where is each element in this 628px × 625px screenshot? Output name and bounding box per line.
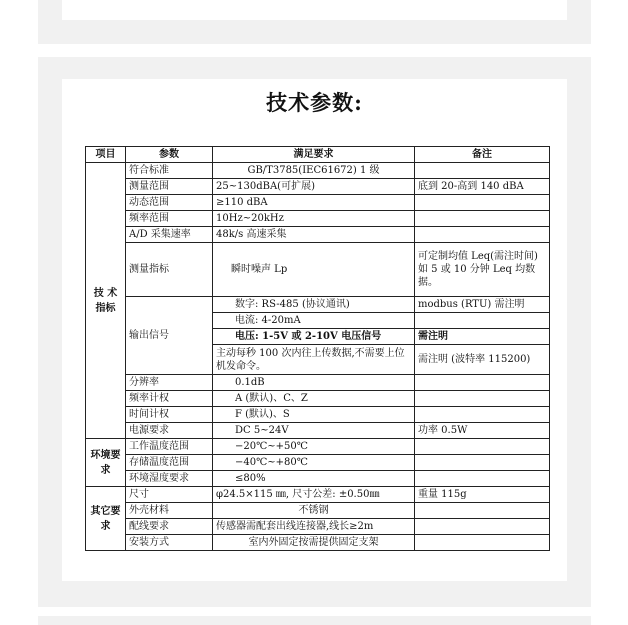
requirement-cell: DC 5~24V	[213, 423, 415, 439]
note-cell	[415, 211, 550, 227]
requirement-cell: 不锈钢	[213, 503, 415, 519]
note-cell	[415, 503, 550, 519]
param-cell: A/D 采集速率	[126, 227, 213, 243]
note-cell	[415, 313, 550, 329]
param-cell: 动态范围	[126, 195, 213, 211]
param-cell: 尺寸	[126, 487, 213, 503]
table-row	[86, 503, 550, 519]
note-cell	[415, 227, 550, 243]
param-cell: 环境湿度要求	[126, 471, 213, 487]
requirement-cell: 主动每秒 100 次内往上传数据,不需要上位机发命令。	[213, 345, 415, 375]
note-cell: 可定制均值 Leq(需注时间)如 5 或 10 分钟 Leq 均数据。	[415, 243, 550, 297]
group-other: 其它要求	[86, 487, 126, 551]
note-cell	[415, 163, 550, 179]
note-cell	[415, 455, 550, 471]
requirement-cell: 10Hz~20kHz	[213, 211, 415, 227]
header-item: 项目	[86, 147, 126, 163]
requirement-cell: ≥110 dBA	[213, 195, 415, 211]
table-row	[86, 487, 550, 503]
requirement-cell: 数字: RS-485 (协议通讯)	[213, 297, 415, 313]
table-row	[86, 195, 550, 211]
spec-table	[85, 146, 550, 551]
table-row	[86, 407, 550, 423]
requirement-cell: 0.1dB	[213, 375, 415, 391]
table-row	[86, 211, 550, 227]
table-row	[86, 163, 550, 179]
table-row	[86, 297, 550, 313]
table-row	[86, 455, 550, 471]
note-cell: modbus (RTU) 需注明	[415, 297, 550, 313]
group-tech: 技 术 指标	[86, 163, 126, 439]
param-cell: 存储温度范围	[126, 455, 213, 471]
param-cell: 工作温度范围	[126, 439, 213, 455]
requirement-cell: 传感器需配套出线连接器,线长≥2m	[213, 519, 415, 535]
requirement-cell: 室内外固定按需提供固定支架	[213, 535, 415, 551]
requirement-cell: 电流: 4-20mA	[213, 313, 415, 329]
param-cell: 输出信号	[126, 297, 213, 375]
table-header-row	[86, 147, 550, 163]
param-cell: 分辨率	[126, 375, 213, 391]
table-row	[86, 423, 550, 439]
param-cell: 电源要求	[126, 423, 213, 439]
header-requirement: 满足要求	[213, 147, 415, 163]
table-row	[86, 519, 550, 535]
requirement-cell: 25~130dBA(可扩展)	[213, 179, 415, 195]
table-row	[86, 243, 550, 297]
note-cell: 重量 115g	[415, 487, 550, 503]
requirement-cell: ≤80%	[213, 471, 415, 487]
note-cell: 功率 0.5W	[415, 423, 550, 439]
table-row	[86, 471, 550, 487]
spec-panel	[62, 79, 567, 581]
bottom-card-background	[38, 616, 591, 625]
requirement-cell: GB/T3785(IEC61672) 1 级	[213, 163, 415, 179]
note-cell	[415, 439, 550, 455]
requirement-cell: 48k/s 高速采集	[213, 227, 415, 243]
param-cell: 安装方式	[126, 535, 213, 551]
requirement-cell: −40℃~+80℃	[213, 455, 415, 471]
note-cell	[415, 519, 550, 535]
note-cell	[415, 375, 550, 391]
requirement-cell: φ24.5×115 ㎜, 尺寸公差: ±0.50㎜	[213, 487, 415, 503]
note-cell: 需注明	[415, 329, 550, 345]
table-row	[86, 391, 550, 407]
table-row	[86, 375, 550, 391]
header-note: 备注	[415, 147, 550, 163]
param-cell: 符合标准	[126, 163, 213, 179]
requirement-cell: F (默认)、S	[213, 407, 415, 423]
param-cell: 测量范围	[126, 179, 213, 195]
requirement-cell: 电压: 1-5V 或 2-10V 电压信号	[213, 329, 415, 345]
table-row	[86, 439, 550, 455]
param-cell: 频率计权	[126, 391, 213, 407]
group-env: 环境要求	[86, 439, 126, 487]
note-cell: 底到 20-高到 140 dBA	[415, 179, 550, 195]
note-cell	[415, 195, 550, 211]
table-row	[86, 179, 550, 195]
top-card	[62, 0, 567, 20]
requirement-cell: −20℃~+50℃	[213, 439, 415, 455]
param-cell: 配线要求	[126, 519, 213, 535]
param-cell: 频率范围	[126, 211, 213, 227]
note-cell	[415, 407, 550, 423]
param-cell: 外壳材料	[126, 503, 213, 519]
note-cell: 需注明 (波特率 115200)	[415, 345, 550, 375]
note-cell	[415, 535, 550, 551]
param-cell: 测量指标	[126, 243, 213, 297]
table-row	[86, 227, 550, 243]
requirement-cell: 瞬时噪声 Lp	[213, 243, 415, 297]
requirement-cell: A (默认)、C、Z	[213, 391, 415, 407]
page-title: 技术参数:	[266, 90, 363, 115]
note-cell	[415, 471, 550, 487]
header-param: 参数	[126, 147, 213, 163]
param-cell: 时间计权	[126, 407, 213, 423]
table-row	[86, 535, 550, 551]
note-cell	[415, 391, 550, 407]
